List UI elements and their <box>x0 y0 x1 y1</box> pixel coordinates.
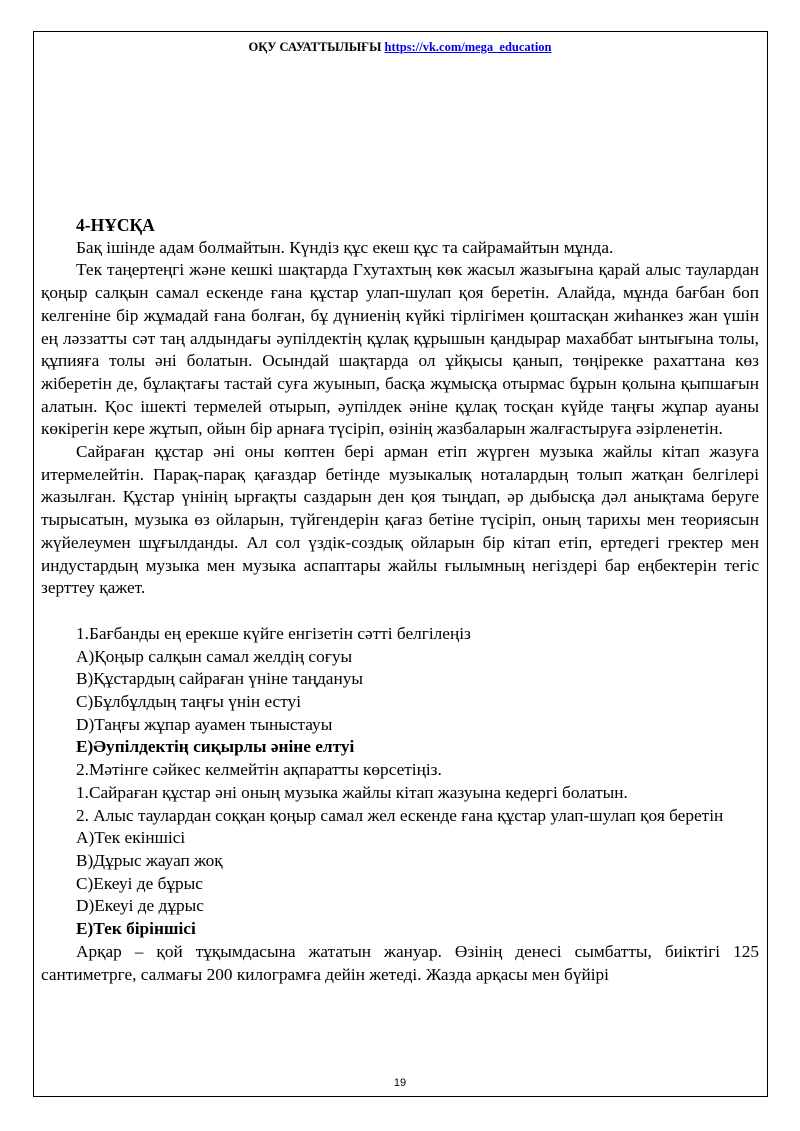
page-number: 19 <box>393 1077 407 1089</box>
answer-option: A)Тек екіншісі <box>76 828 186 848</box>
variant-heading: 4-НҰСҚА <box>76 215 155 235</box>
answer-option: D)Таңғы жұпар ауамен тыныстауы <box>76 714 333 734</box>
document-body <box>41 214 759 986</box>
paragraph: Сайраған құстар әні оны көптен бері арман етіп жүрген музыка жайлы кітап жазуға итермелейтін. Парақ-парақ қағаздар бетінде музыкалық ноталардың толып жатқан белгілері жазылған. Құстар үнінің ырғақты саздарын ден қоя тыңдап, әр дыбысқа дәл анықтама беруге тырысатын, музыка өз ойларын, түйгендерін қағаз бетіне түсіріп, оның тарихы мен теориясын жүйелеумен шұғылданды. Ал сол үздік-создық ойларын бір кітап етіп, ертедегі гректер мен индустардың музыка мен музыка аспаптары жайлы ғылымның негіздері бар еңбектерін тегіс зерттеу қажет. <box>41 442 759 598</box>
correct-answer: E)Әупілдектің сиқырлы әніне елтуі <box>76 737 355 757</box>
header-title: ОҚУ САУАТТЫЛЫҒЫ <box>248 40 382 54</box>
correct-answer: E)Тек біріншісі <box>76 919 196 939</box>
paragraph: Арқар – қой тұқымдасына жататын жануар. Өзінің денесі сымбатты, биіктігі 125 сантиметрге, салмағы 200 килограмға дейін жетеді. Жазда арқасы мен бүйірі <box>41 941 759 984</box>
paragraph: Тек таңертеңгі және кешкі шақтарда Гхутахтың көк жасыл жазығына қарай алыс таулардан қоңыр салқын самал ескенде ғана құстар улап-шулап қоя беретін. Алайда, мұнда бағбан боп келгеніне бір жұмадай ғана болған, бұ дүниенің күйкі тірлігімен қоштасқан жиһанкез жан үшін ең ләззатты сәт таң алдындағы әупілдектің құлақ құрышын қандырар махаббат ынтығына толы, құпияға толы әні болатын. Осындай шақтарда ол ұйқысы қанып, төңірекке рахаттана көз жіберетін де, бұлақтағы тастай суға жуынып, басқа жұмысқа отырмас бұрын қолына қыпшағын алатын. Қос ішекті термелей отырып, әупілдек әніне құлақ тосқан күйде таңғы жұпар ауаны көкірегін кере жұтып, ойын бір арнаға түсіріп, өзінің жазбаларын жалғастыруға әзірленетін. <box>41 260 759 439</box>
page-header <box>0 40 800 55</box>
spacer <box>41 600 759 623</box>
statement: 2. Алыс таулардан соққан қоңыр самал жел ескенде ғана құстар улап-шулап қоя беретін <box>76 805 724 825</box>
answer-option: B)Құстардың сайраған үніне таңдануы <box>76 669 363 689</box>
question-1: 1.Бағбанды ең ерекше күйге енгізетін сәтті белгілеңіз <box>76 623 471 643</box>
paragraph: Бақ ішінде адам болмайтын. Күндіз құс екеш құс та сайрамайтын мұнда. <box>76 237 614 257</box>
answer-option: B)Дұрыс жауап жоқ <box>76 850 223 870</box>
statement: 1.Сайраған құстар әні оның музыка жайлы кітап жазуына кедергі болатын. <box>76 782 628 802</box>
answer-option: C)Екеуі де бұрыс <box>76 873 203 893</box>
header-link[interactable]: https://vk.com/mega_education <box>384 40 552 54</box>
question-2: 2.Мәтінге сәйкес келмейтін ақпаратты көрсетіңіз. <box>76 760 442 780</box>
answer-option: D)Екеуі де дұрыс <box>76 896 204 916</box>
answer-option: C)Бұлбұлдың таңғы үнін естуі <box>76 692 301 712</box>
answer-option: A)Қоңыр салқын самал желдің соғуы <box>76 646 353 666</box>
